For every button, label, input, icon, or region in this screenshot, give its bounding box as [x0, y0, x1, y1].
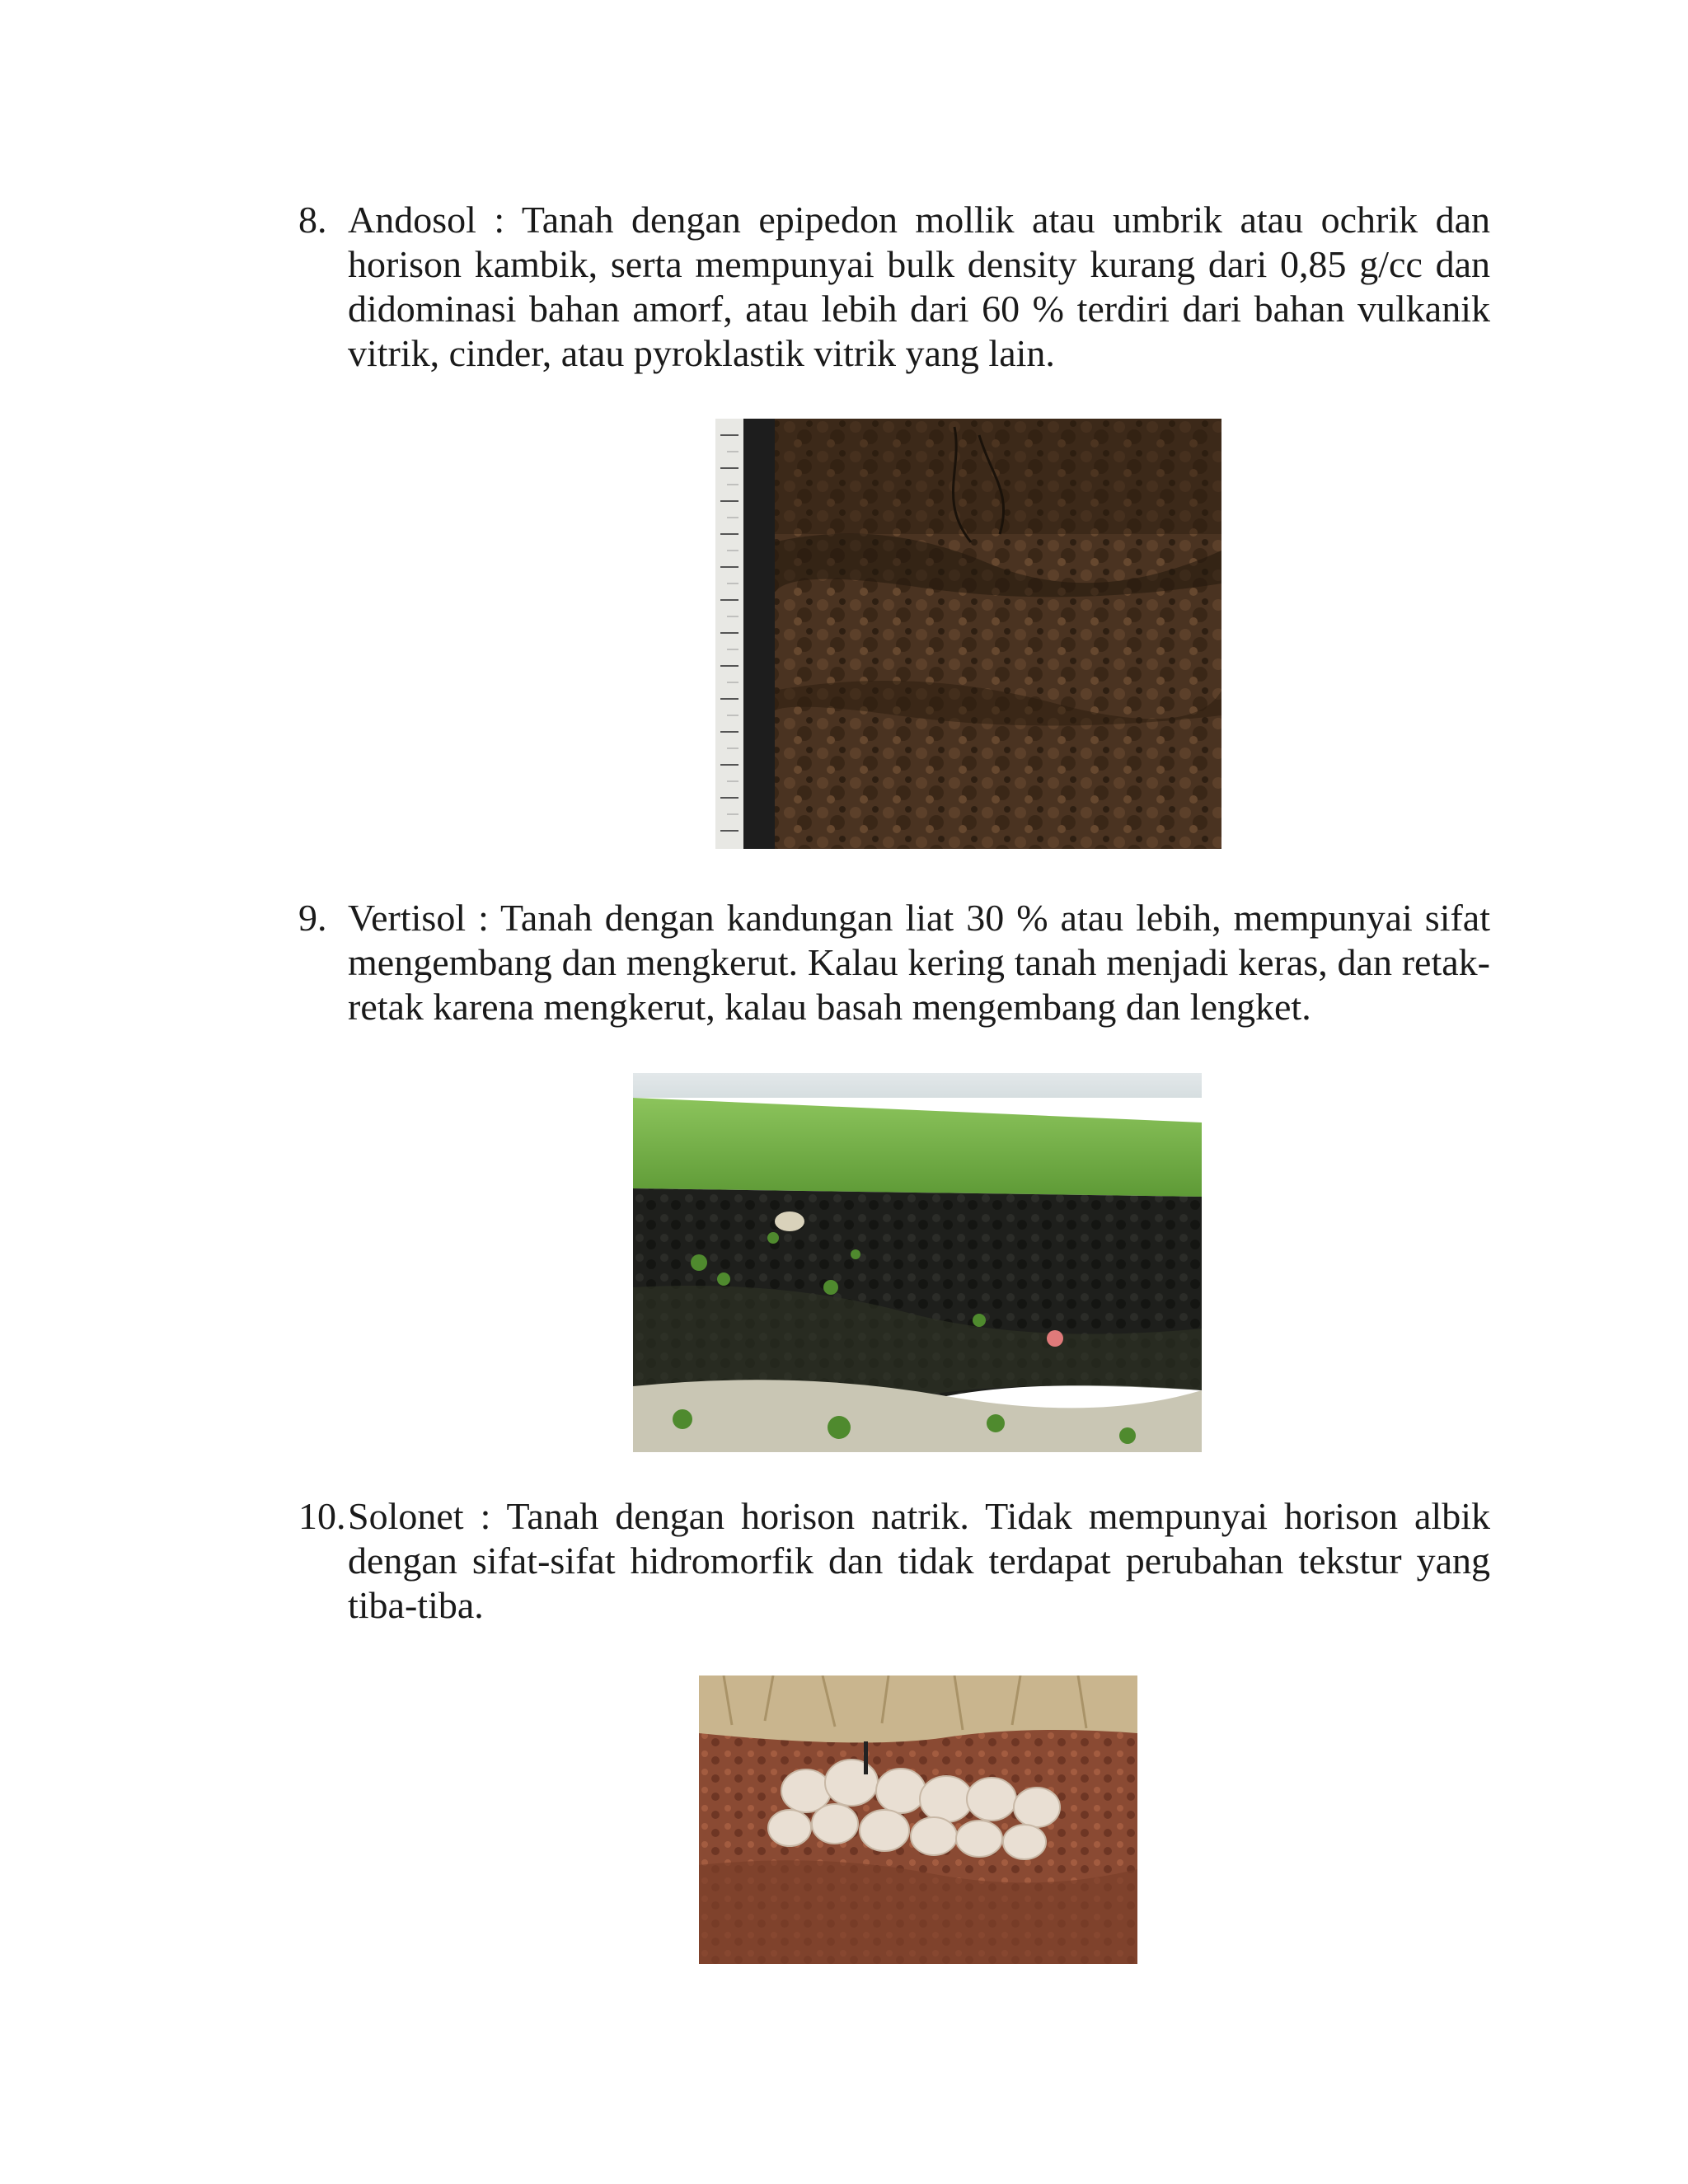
item-text: Vertisol : Tanah dengan kandungan liat 30 % atau lebih, mempunyai sifat mengembang dan mengkerut. Kalau kering tanah menjadi keras, dan retak-retak karena mengkerut, kalau basah mengembang dan lengket. — [348, 897, 1490, 1028]
item-number: 10. — [298, 1495, 346, 1537]
list-item-vertisol — [298, 896, 1490, 1029]
list-item-andosol — [298, 198, 1490, 376]
andosol-soil-photo — [715, 419, 1221, 849]
item-text: Andosol : Tanah dengan epipedon mollik atau umbrik atau ochrik dan horison kambik, serta mempunyai bulk density kurang dari 0,85 g/cc dan didominasi bahan amorf, atau lebih dari 60 % terdiri dari bahan vulkanik vitrik, cinder, atau pyroklastik vitrik yang lain. — [348, 199, 1490, 374]
solonet-soil-photo — [699, 1675, 1137, 1964]
vertisol-soil-photo — [633, 1073, 1202, 1452]
item-number: 8. — [298, 199, 327, 241]
list-item-solonet — [298, 1494, 1490, 1628]
item-text: Solonet : Tanah dengan horison natrik. Tidak mempunyai horison albik dengan sifat-sifat hidromorfik dan tidak terdapat perubahan tekstur yang tiba-tiba. — [348, 1495, 1490, 1626]
item-number: 9. — [298, 897, 327, 939]
